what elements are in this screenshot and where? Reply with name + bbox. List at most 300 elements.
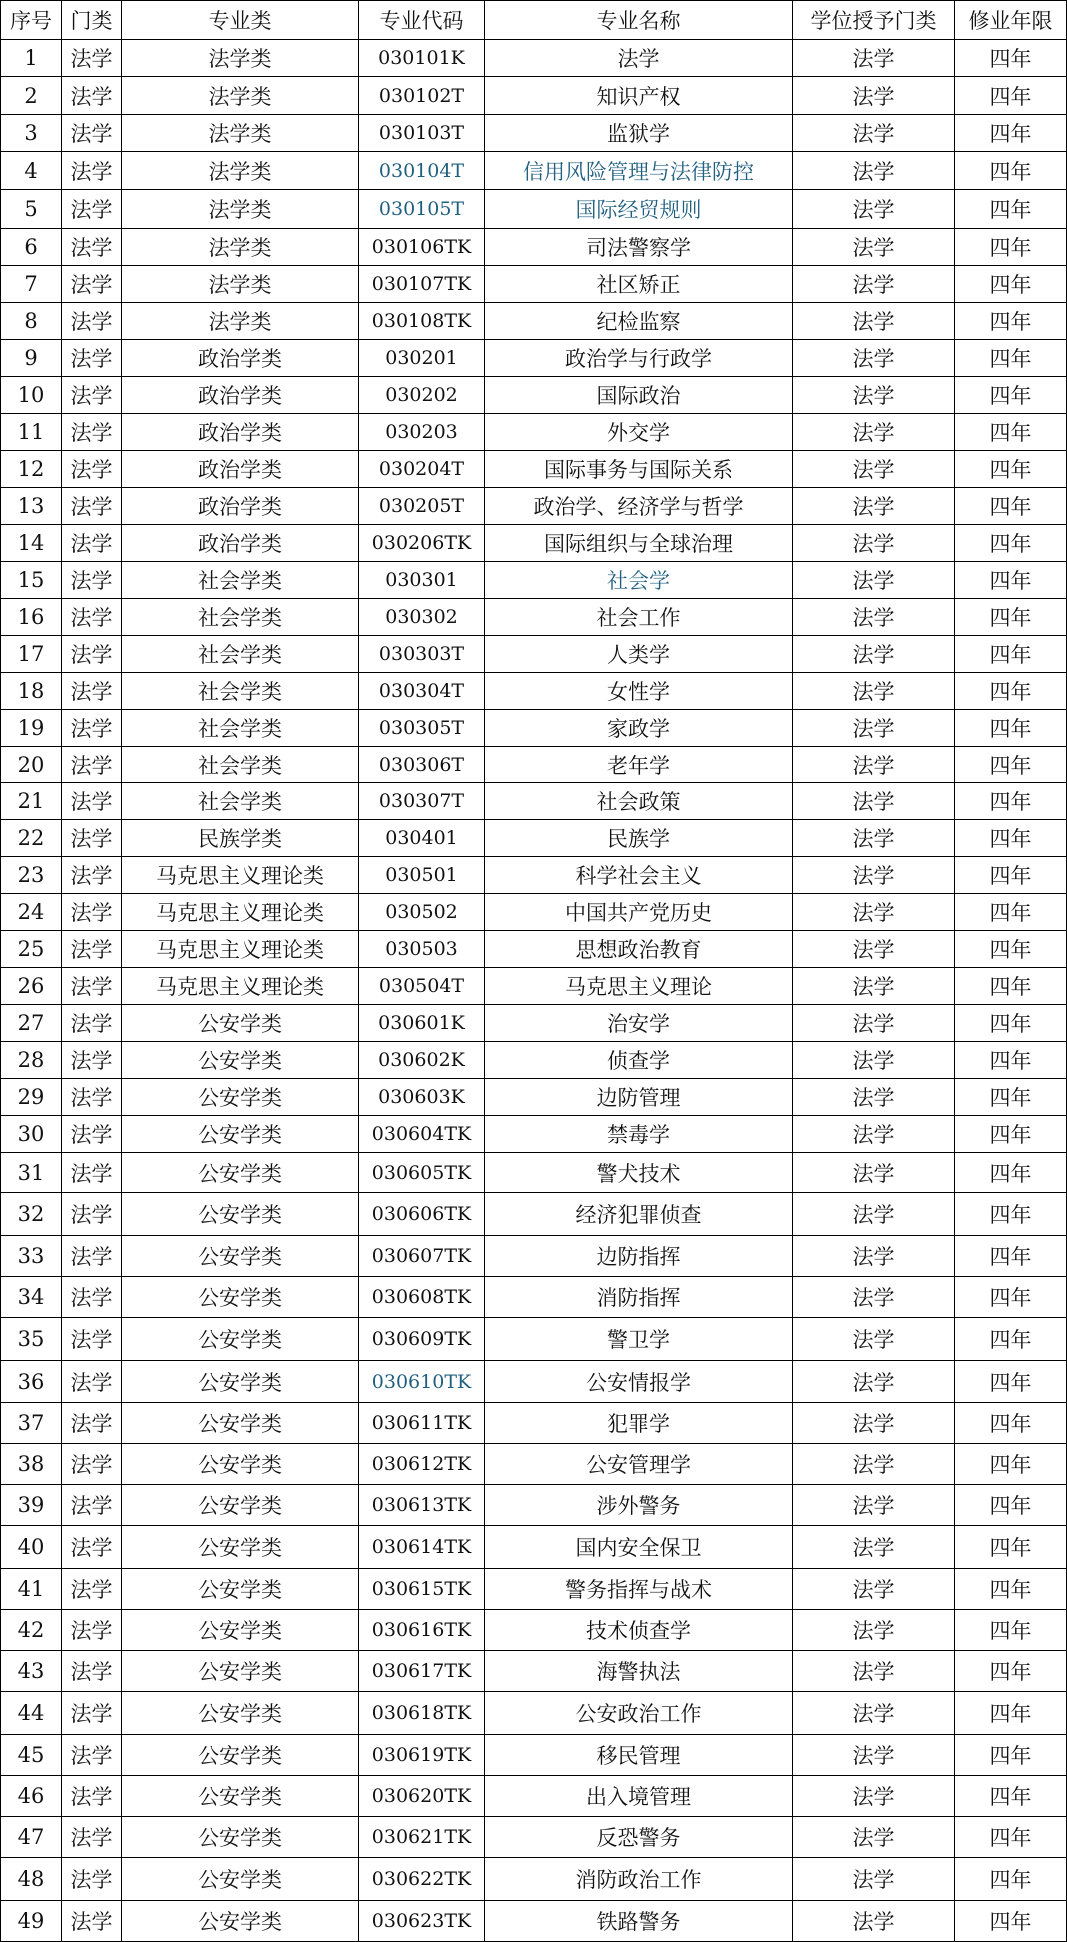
cell-seq: 24	[1, 894, 62, 931]
cell-major-name: 公安政治工作	[485, 1692, 793, 1735]
cell-major-class: 公安学类	[122, 1858, 359, 1901]
table-row	[1, 152, 1067, 190]
table-row	[1, 1403, 1067, 1444]
cell-category: 法学	[62, 710, 122, 747]
table-row	[1, 190, 1067, 229]
cell-major-name: 国际组织与全球治理	[485, 525, 793, 562]
cell-major-code: 030305T	[359, 710, 485, 747]
cell-degree-category: 法学	[793, 229, 955, 266]
cell-category: 法学	[62, 1005, 122, 1042]
cell-category: 法学	[62, 303, 122, 340]
cell-category: 法学	[62, 525, 122, 562]
cell-major-class: 社会学类	[122, 783, 359, 820]
cell-degree-category: 法学	[793, 1403, 955, 1444]
cell-duration: 四年	[955, 1277, 1067, 1318]
cell-category: 法学	[62, 562, 122, 599]
cell-major-name: 反恐警务	[485, 1817, 793, 1858]
cell-major-code: 030201	[359, 340, 485, 377]
table-row	[1, 636, 1067, 673]
table-row	[1, 931, 1067, 968]
cell-major-name: 司法警察学	[485, 229, 793, 266]
cell-category: 法学	[62, 77, 122, 115]
table-row	[1, 1236, 1067, 1277]
cell-seq: 39	[1, 1485, 62, 1526]
cell-major-class: 社会学类	[122, 747, 359, 783]
cell-duration: 四年	[955, 115, 1067, 152]
cell-major-name: 监狱学	[485, 115, 793, 152]
cell-category: 法学	[62, 1735, 122, 1776]
cell-major-code: 030504T	[359, 968, 485, 1005]
table-row	[1, 894, 1067, 931]
cell-major-name: 侦查学	[485, 1042, 793, 1079]
cell-major-name: 知识产权	[485, 77, 793, 115]
cell-duration: 四年	[955, 1361, 1067, 1403]
cell-major-name: 技术侦查学	[485, 1610, 793, 1651]
cell-major-class: 公安学类	[122, 1610, 359, 1651]
cell-seq: 41	[1, 1569, 62, 1610]
cell-seq: 11	[1, 414, 62, 451]
cell-degree-category: 法学	[793, 968, 955, 1005]
cell-seq: 3	[1, 115, 62, 152]
cell-duration: 四年	[955, 229, 1067, 266]
cell-major-class: 马克思主义理论类	[122, 968, 359, 1005]
cell-duration: 四年	[955, 152, 1067, 190]
table-row	[1, 1610, 1067, 1651]
cell-duration: 四年	[955, 488, 1067, 525]
cell-major-class: 公安学类	[122, 1153, 359, 1193]
cell-major-class: 公安学类	[122, 1318, 359, 1361]
cell-degree-category: 法学	[793, 1277, 955, 1318]
cell-major-code: 030608TK	[359, 1277, 485, 1318]
cell-major-code: 030607TK	[359, 1236, 485, 1277]
cell-category: 法学	[62, 1116, 122, 1153]
table-row	[1, 820, 1067, 857]
cell-major-class: 政治学类	[122, 525, 359, 562]
table-row	[1, 1858, 1067, 1901]
cell-major-code: 030613TK	[359, 1485, 485, 1526]
cell-major-code: 030205T	[359, 488, 485, 525]
cell-major-code: 030618TK	[359, 1692, 485, 1735]
cell-major-class: 政治学类	[122, 488, 359, 525]
cell-duration: 四年	[955, 1901, 1067, 1942]
table-row	[1, 1569, 1067, 1610]
table-row	[1, 783, 1067, 820]
cell-major-class: 马克思主义理论类	[122, 894, 359, 931]
table-row	[1, 488, 1067, 525]
table-row	[1, 1079, 1067, 1116]
table-row	[1, 229, 1067, 266]
cell-major-name: 警卫学	[485, 1318, 793, 1361]
cell-degree-category: 法学	[793, 1042, 955, 1079]
cell-major-name: 女性学	[485, 673, 793, 710]
cell-degree-category: 法学	[793, 1318, 955, 1361]
cell-duration: 四年	[955, 1692, 1067, 1735]
cell-duration: 四年	[955, 525, 1067, 562]
cell-degree-category: 法学	[793, 1116, 955, 1153]
table-row	[1, 1444, 1067, 1485]
cell-category: 法学	[62, 451, 122, 488]
cell-major-name: 犯罪学	[485, 1403, 793, 1444]
cell-seq: 38	[1, 1444, 62, 1485]
cell-duration: 四年	[955, 747, 1067, 783]
cell-category: 法学	[62, 1651, 122, 1692]
cell-category: 法学	[62, 377, 122, 414]
cell-major-code: 030106TK	[359, 229, 485, 266]
cell-seq: 23	[1, 857, 62, 894]
cell-seq: 27	[1, 1005, 62, 1042]
cell-major-code: 030622TK	[359, 1858, 485, 1901]
table-row	[1, 968, 1067, 1005]
table-row	[1, 303, 1067, 340]
cell-major-class: 公安学类	[122, 1042, 359, 1079]
table-row	[1, 1318, 1067, 1361]
cell-duration: 四年	[955, 40, 1067, 77]
cell-degree-category: 法学	[793, 115, 955, 152]
cell-major-code: 030602K	[359, 1042, 485, 1079]
cell-major-name: 中国共产党历史	[485, 894, 793, 931]
cell-degree-category: 法学	[793, 1526, 955, 1569]
cell-seq: 31	[1, 1153, 62, 1193]
table-row	[1, 40, 1067, 77]
cell-duration: 四年	[955, 1610, 1067, 1651]
cell-major-class: 公安学类	[122, 1277, 359, 1318]
cell-category: 法学	[62, 1776, 122, 1817]
cell-major-code: 030307T	[359, 783, 485, 820]
cell-seq: 34	[1, 1277, 62, 1318]
cell-duration: 四年	[955, 710, 1067, 747]
cell-major-code: 030501	[359, 857, 485, 894]
cell-seq: 16	[1, 599, 62, 636]
cell-seq: 26	[1, 968, 62, 1005]
cell-degree-category: 法学	[793, 1817, 955, 1858]
cell-major-code: 030105T	[359, 190, 485, 229]
table-row	[1, 1005, 1067, 1042]
cell-major-code: 030107TK	[359, 266, 485, 303]
cell-seq: 19	[1, 710, 62, 747]
cell-category: 法学	[62, 968, 122, 1005]
cell-degree-category: 法学	[793, 1858, 955, 1901]
cell-duration: 四年	[955, 968, 1067, 1005]
cell-major-class: 公安学类	[122, 1901, 359, 1942]
cell-major-name: 民族学	[485, 820, 793, 857]
cell-duration: 四年	[955, 1651, 1067, 1692]
cell-category: 法学	[62, 488, 122, 525]
cell-major-code: 030620TK	[359, 1776, 485, 1817]
cell-seq: 15	[1, 562, 62, 599]
cell-category: 法学	[62, 266, 122, 303]
cell-major-class: 公安学类	[122, 1735, 359, 1776]
cell-major-class: 公安学类	[122, 1116, 359, 1153]
cell-major-code: 030203	[359, 414, 485, 451]
cell-duration: 四年	[955, 1236, 1067, 1277]
cell-duration: 四年	[955, 340, 1067, 377]
cell-major-code: 030102T	[359, 77, 485, 115]
cell-major-name: 铁路警务	[485, 1901, 793, 1942]
cell-major-class: 政治学类	[122, 414, 359, 451]
cell-seq: 9	[1, 340, 62, 377]
cell-seq: 5	[1, 190, 62, 229]
table-row	[1, 451, 1067, 488]
cell-major-class: 法学类	[122, 190, 359, 229]
cell-degree-category: 法学	[793, 190, 955, 229]
cell-duration: 四年	[955, 1776, 1067, 1817]
cell-major-name: 禁毒学	[485, 1116, 793, 1153]
cell-major-class: 公安学类	[122, 1526, 359, 1569]
cell-major-code: 030103T	[359, 115, 485, 152]
cell-duration: 四年	[955, 562, 1067, 599]
cell-degree-category: 法学	[793, 599, 955, 636]
cell-category: 法学	[62, 1193, 122, 1236]
cell-category: 法学	[62, 747, 122, 783]
cell-duration: 四年	[955, 303, 1067, 340]
cell-category: 法学	[62, 1692, 122, 1735]
table-row	[1, 525, 1067, 562]
cell-seq: 7	[1, 266, 62, 303]
cell-degree-category: 法学	[793, 1735, 955, 1776]
table-body	[1, 40, 1067, 1942]
cell-major-code: 030606TK	[359, 1193, 485, 1236]
cell-major-code: 030615TK	[359, 1569, 485, 1610]
cell-major-name: 法学	[485, 40, 793, 77]
cell-major-code: 030610TK	[359, 1361, 485, 1403]
cell-seq: 37	[1, 1403, 62, 1444]
header-row	[1, 1, 1067, 40]
cell-duration: 四年	[955, 1735, 1067, 1776]
cell-degree-category: 法学	[793, 1610, 955, 1651]
cell-duration: 四年	[955, 1318, 1067, 1361]
cell-degree-category: 法学	[793, 377, 955, 414]
cell-duration: 四年	[955, 266, 1067, 303]
cell-duration: 四年	[955, 636, 1067, 673]
cell-duration: 四年	[955, 377, 1067, 414]
header-seq: 序号	[1, 1, 62, 40]
header-major-name: 专业名称	[485, 1, 793, 40]
table-row	[1, 266, 1067, 303]
cell-seq: 8	[1, 303, 62, 340]
table-row	[1, 77, 1067, 115]
cell-seq: 47	[1, 1817, 62, 1858]
cell-degree-category: 法学	[793, 1776, 955, 1817]
cell-seq: 13	[1, 488, 62, 525]
cell-seq: 21	[1, 783, 62, 820]
cell-duration: 四年	[955, 1569, 1067, 1610]
cell-duration: 四年	[955, 1403, 1067, 1444]
cell-major-class: 社会学类	[122, 710, 359, 747]
cell-degree-category: 法学	[793, 1901, 955, 1942]
cell-major-class: 政治学类	[122, 340, 359, 377]
cell-major-name: 警犬技术	[485, 1153, 793, 1193]
cell-seq: 14	[1, 525, 62, 562]
cell-degree-category: 法学	[793, 636, 955, 673]
cell-major-code: 030108TK	[359, 303, 485, 340]
cell-degree-category: 法学	[793, 747, 955, 783]
cell-category: 法学	[62, 820, 122, 857]
cell-degree-category: 法学	[793, 488, 955, 525]
cell-degree-category: 法学	[793, 1236, 955, 1277]
table-row	[1, 414, 1067, 451]
table-row	[1, 377, 1067, 414]
table-row	[1, 1193, 1067, 1236]
cell-seq: 28	[1, 1042, 62, 1079]
cell-duration: 四年	[955, 1526, 1067, 1569]
cell-degree-category: 法学	[793, 931, 955, 968]
cell-degree-category: 法学	[793, 1361, 955, 1403]
table-row	[1, 1361, 1067, 1403]
cell-major-name: 社会政策	[485, 783, 793, 820]
cell-seq: 48	[1, 1858, 62, 1901]
table-row	[1, 599, 1067, 636]
header-degree-category: 学位授予门类	[793, 1, 955, 40]
cell-major-name: 信用风险管理与法律防控	[485, 152, 793, 190]
cell-duration: 四年	[955, 414, 1067, 451]
header-duration: 修业年限	[955, 1, 1067, 40]
cell-degree-category: 法学	[793, 1692, 955, 1735]
table-row	[1, 857, 1067, 894]
cell-major-name: 人类学	[485, 636, 793, 673]
cell-major-name: 边防指挥	[485, 1236, 793, 1277]
cell-major-class: 法学类	[122, 40, 359, 77]
cell-category: 法学	[62, 894, 122, 931]
table-row	[1, 562, 1067, 599]
cell-major-code: 030603K	[359, 1079, 485, 1116]
table-row	[1, 1692, 1067, 1735]
cell-seq: 30	[1, 1116, 62, 1153]
cell-major-name: 社会工作	[485, 599, 793, 636]
header-major-code: 专业代码	[359, 1, 485, 40]
cell-major-class: 马克思主义理论类	[122, 857, 359, 894]
cell-category: 法学	[62, 1858, 122, 1901]
cell-category: 法学	[62, 229, 122, 266]
cell-degree-category: 法学	[793, 40, 955, 77]
cell-category: 法学	[62, 1526, 122, 1569]
cell-major-class: 政治学类	[122, 451, 359, 488]
cell-duration: 四年	[955, 77, 1067, 115]
cell-degree-category: 法学	[793, 562, 955, 599]
cell-major-code: 030601K	[359, 1005, 485, 1042]
table-row	[1, 1277, 1067, 1318]
cell-seq: 45	[1, 1735, 62, 1776]
table-row	[1, 1735, 1067, 1776]
cell-duration: 四年	[955, 894, 1067, 931]
cell-seq: 44	[1, 1692, 62, 1735]
cell-major-name: 思想政治教育	[485, 931, 793, 968]
cell-duration: 四年	[955, 599, 1067, 636]
header-category: 门类	[62, 1, 122, 40]
table-row	[1, 673, 1067, 710]
cell-major-code: 030302	[359, 599, 485, 636]
cell-major-name: 国内安全保卫	[485, 1526, 793, 1569]
table-row	[1, 1153, 1067, 1193]
cell-major-class: 社会学类	[122, 599, 359, 636]
cell-major-class: 公安学类	[122, 1692, 359, 1735]
cell-seq: 32	[1, 1193, 62, 1236]
table-row	[1, 710, 1067, 747]
cell-seq: 20	[1, 747, 62, 783]
cell-major-code: 030611TK	[359, 1403, 485, 1444]
cell-major-name: 涉外警务	[485, 1485, 793, 1526]
cell-seq: 40	[1, 1526, 62, 1569]
cell-major-name: 国际政治	[485, 377, 793, 414]
cell-major-class: 民族学类	[122, 820, 359, 857]
cell-degree-category: 法学	[793, 1005, 955, 1042]
cell-category: 法学	[62, 857, 122, 894]
header-major-class: 专业类	[122, 1, 359, 40]
cell-major-code: 030619TK	[359, 1735, 485, 1776]
cell-major-name: 警务指挥与战术	[485, 1569, 793, 1610]
cell-seq: 4	[1, 152, 62, 190]
cell-major-class: 公安学类	[122, 1485, 359, 1526]
cell-major-name: 外交学	[485, 414, 793, 451]
cell-major-class: 法学类	[122, 303, 359, 340]
cell-category: 法学	[62, 673, 122, 710]
cell-major-class: 公安学类	[122, 1569, 359, 1610]
cell-degree-category: 法学	[793, 414, 955, 451]
cell-duration: 四年	[955, 931, 1067, 968]
table-row	[1, 747, 1067, 783]
cell-major-name: 出入境管理	[485, 1776, 793, 1817]
cell-major-name: 治安学	[485, 1005, 793, 1042]
cell-major-name: 国际事务与国际关系	[485, 451, 793, 488]
cell-major-name: 社会学	[485, 562, 793, 599]
cell-degree-category: 法学	[793, 1485, 955, 1526]
cell-category: 法学	[62, 1042, 122, 1079]
cell-degree-category: 法学	[793, 1193, 955, 1236]
cell-major-code: 030614TK	[359, 1526, 485, 1569]
cell-major-name: 海警执法	[485, 1651, 793, 1692]
cell-major-class: 公安学类	[122, 1651, 359, 1692]
cell-category: 法学	[62, 1610, 122, 1651]
cell-category: 法学	[62, 1485, 122, 1526]
cell-degree-category: 法学	[793, 451, 955, 488]
cell-category: 法学	[62, 340, 122, 377]
cell-duration: 四年	[955, 1116, 1067, 1153]
cell-major-class: 公安学类	[122, 1361, 359, 1403]
cell-major-name: 移民管理	[485, 1735, 793, 1776]
cell-duration: 四年	[955, 1485, 1067, 1526]
cell-seq: 17	[1, 636, 62, 673]
cell-major-class: 公安学类	[122, 1005, 359, 1042]
cell-duration: 四年	[955, 673, 1067, 710]
cell-major-name: 公安情报学	[485, 1361, 793, 1403]
cell-duration: 四年	[955, 783, 1067, 820]
cell-major-name: 经济犯罪侦查	[485, 1193, 793, 1236]
cell-category: 法学	[62, 40, 122, 77]
cell-category: 法学	[62, 931, 122, 968]
cell-degree-category: 法学	[793, 894, 955, 931]
cell-category: 法学	[62, 1153, 122, 1193]
cell-major-class: 社会学类	[122, 673, 359, 710]
cell-seq: 10	[1, 377, 62, 414]
cell-major-name: 消防政治工作	[485, 1858, 793, 1901]
cell-category: 法学	[62, 1079, 122, 1116]
cell-major-name: 政治学、经济学与哲学	[485, 488, 793, 525]
cell-major-class: 法学类	[122, 229, 359, 266]
cell-major-name: 政治学与行政学	[485, 340, 793, 377]
cell-major-code: 030612TK	[359, 1444, 485, 1485]
table-row	[1, 340, 1067, 377]
cell-duration: 四年	[955, 820, 1067, 857]
cell-degree-category: 法学	[793, 303, 955, 340]
cell-major-class: 法学类	[122, 115, 359, 152]
cell-category: 法学	[62, 1361, 122, 1403]
cell-major-name: 社区矫正	[485, 266, 793, 303]
cell-major-code: 030621TK	[359, 1817, 485, 1858]
cell-major-class: 公安学类	[122, 1403, 359, 1444]
cell-duration: 四年	[955, 1042, 1067, 1079]
cell-major-code: 030104T	[359, 152, 485, 190]
cell-degree-category: 法学	[793, 77, 955, 115]
cell-major-name: 国际经贸规则	[485, 190, 793, 229]
